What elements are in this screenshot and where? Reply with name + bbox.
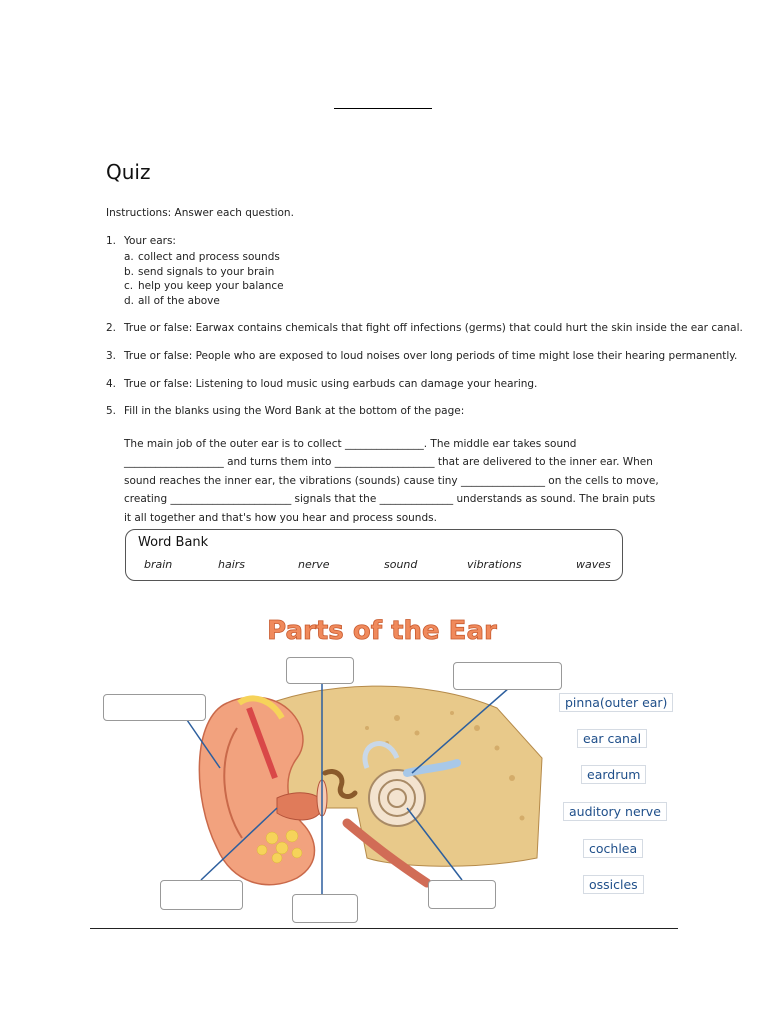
option-text: all of the above bbox=[138, 294, 220, 307]
question-number: 4. bbox=[106, 378, 117, 390]
question-number: 2. bbox=[106, 322, 117, 334]
question-number: 5. bbox=[106, 405, 117, 417]
instructions: Instructions: Answer each question. bbox=[106, 207, 294, 219]
question-5 bbox=[106, 404, 464, 419]
word-bank-word: waves bbox=[576, 558, 611, 571]
blank-label-box bbox=[428, 880, 496, 909]
option-c bbox=[124, 279, 284, 294]
word-bank-word: vibrations bbox=[467, 558, 522, 571]
blank-label-box bbox=[453, 662, 562, 690]
question-1 bbox=[106, 234, 176, 249]
option-a bbox=[124, 250, 284, 265]
question-2 bbox=[106, 321, 743, 336]
word-bank-word: sound bbox=[384, 558, 418, 571]
option-letter: a. bbox=[124, 251, 134, 263]
page-divider bbox=[90, 928, 678, 929]
question-number: 3. bbox=[106, 350, 117, 362]
term-auditory-nerve: auditory nerve bbox=[563, 802, 667, 821]
option-letter: b. bbox=[124, 265, 135, 278]
question-text: True or false: People who are exposed to loud noises over long periods of time might lose their hearing permanently. bbox=[124, 350, 738, 362]
blank-label-box bbox=[103, 694, 206, 721]
question-number: 1. bbox=[106, 235, 117, 247]
question-1-options bbox=[124, 250, 284, 308]
option-letter: d. bbox=[124, 294, 135, 307]
option-text: collect and process sounds bbox=[138, 251, 280, 263]
question-4 bbox=[106, 377, 537, 392]
question-text: True or false: Listening to loud music using earbuds can damage your hearing. bbox=[124, 378, 538, 390]
word-bank-word: nerve bbox=[298, 558, 330, 571]
word-bank-title: Word Bank bbox=[138, 535, 209, 550]
term-ear-canal: ear canal bbox=[577, 729, 647, 748]
question-text: Fill in the blanks using the Word Bank at the bottom of the page: bbox=[124, 405, 465, 417]
option-text: help you keep your balance bbox=[138, 280, 284, 293]
option-letter: c. bbox=[124, 280, 134, 293]
term-pinna: pinna(outer ear) bbox=[559, 693, 673, 712]
question-3 bbox=[106, 349, 737, 364]
option-text: send signals to your brain bbox=[138, 265, 275, 278]
name-line bbox=[334, 108, 432, 109]
blank-label-box bbox=[292, 894, 358, 923]
word-bank bbox=[125, 529, 623, 581]
option-d bbox=[124, 294, 284, 309]
word-bank-word: hairs bbox=[218, 558, 246, 571]
term-ossicles: ossicles bbox=[583, 875, 644, 894]
term-cochlea: cochlea bbox=[583, 839, 643, 858]
blank-label-box bbox=[160, 880, 243, 910]
diagram-title: Parts of the Ear bbox=[267, 616, 497, 646]
quiz-title: Quiz bbox=[106, 160, 151, 184]
option-b bbox=[124, 265, 284, 280]
question-text: True or false: Earwax contains chemicals that fight off infections (germs) that could hurt the skin inside the ear canal. bbox=[124, 322, 743, 334]
blank-label-box bbox=[286, 657, 354, 684]
term-eardrum: eardrum bbox=[581, 765, 646, 784]
fill-in-paragraph: The main job of the outer ear is to collect _______________. The middle ear takes sound ___________________ and turns them into ___________________ that are delivered to the inner ear. When sound reaches the inner ear, the vibrations (sounds) cause tiny ________________ on the cells to move, creating _______________________ signals that the ______________ understands as sound. The brain puts it all together and that's how you hear and process sounds. bbox=[124, 438, 659, 524]
question-text: Your ears: bbox=[124, 235, 176, 247]
word-bank-word: brain bbox=[144, 558, 173, 571]
ear-diagram bbox=[97, 608, 678, 928]
